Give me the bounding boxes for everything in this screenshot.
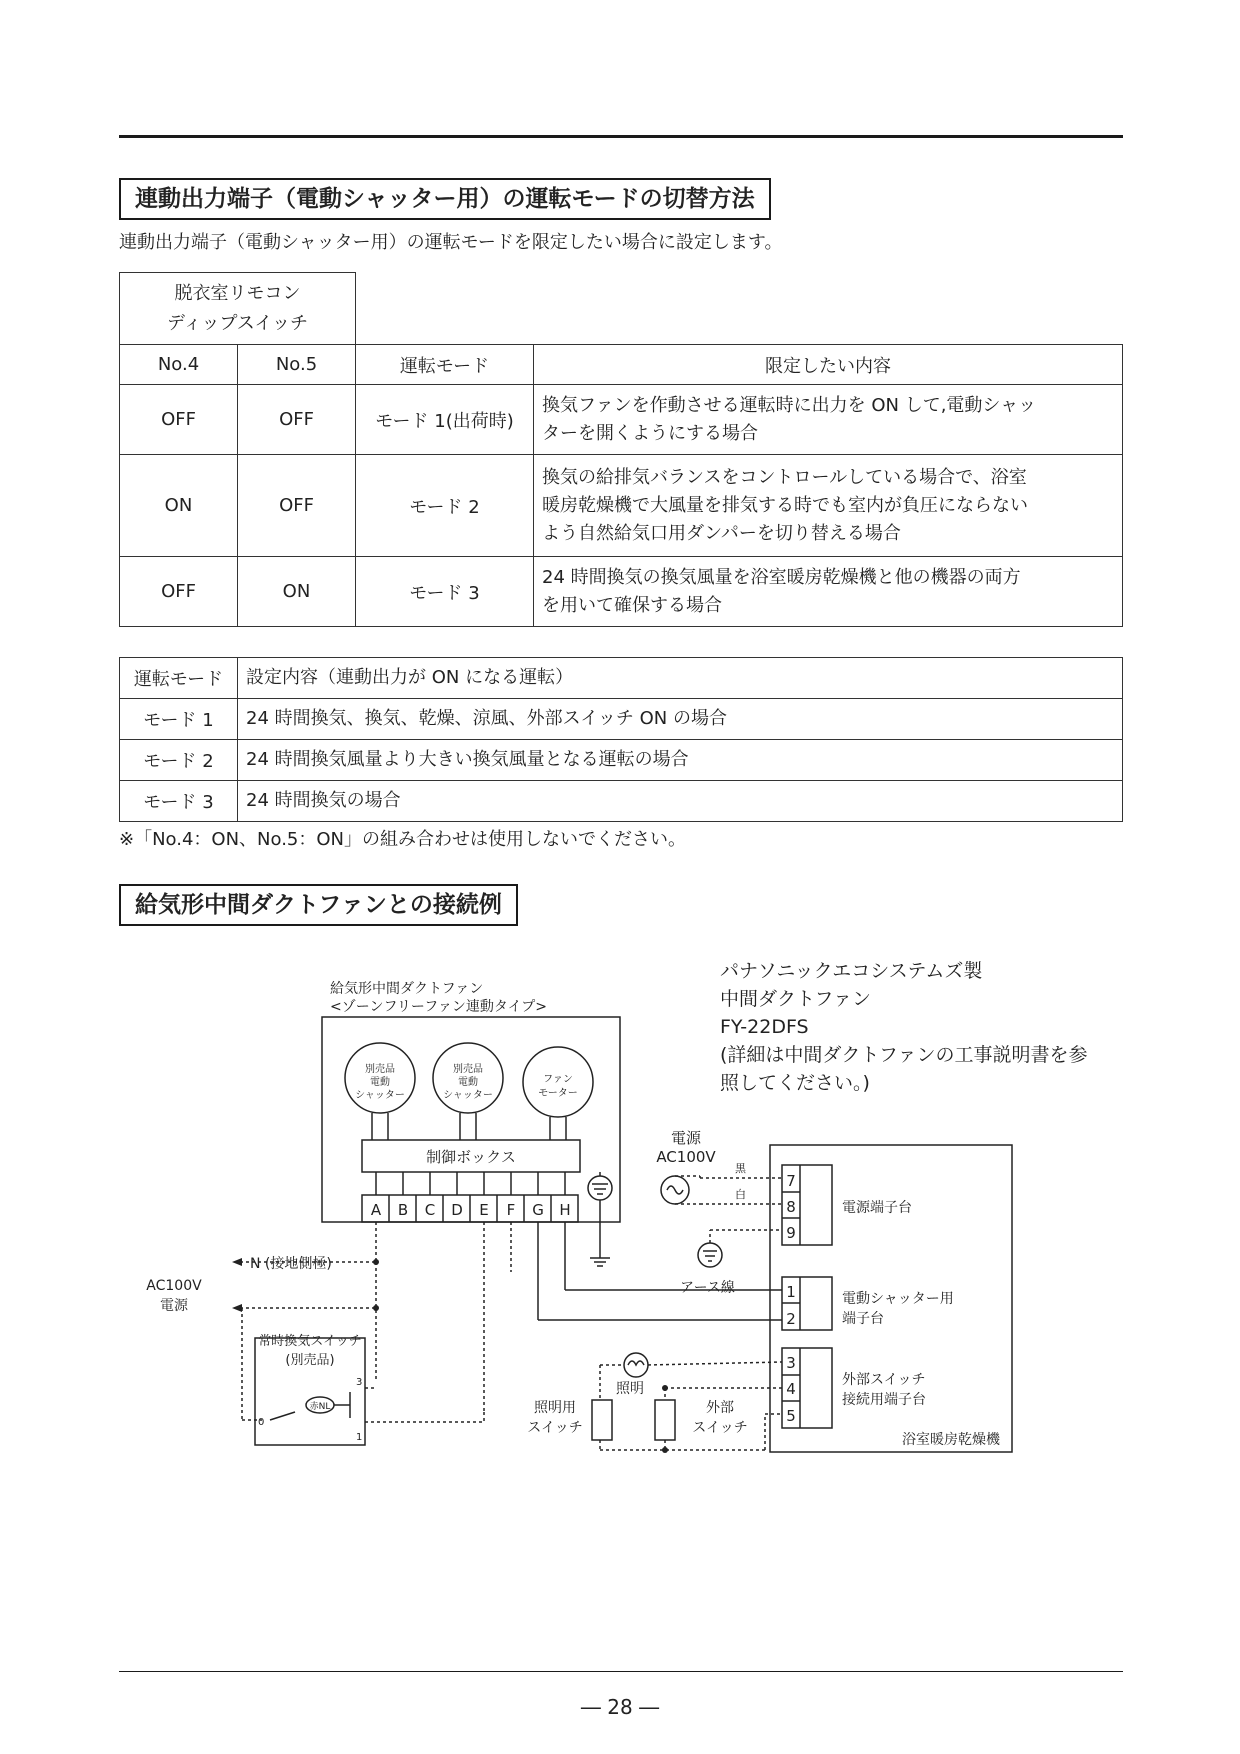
col-header-mode: 運転モード bbox=[356, 345, 534, 385]
ac-left-line2: 電源 bbox=[160, 1298, 188, 1314]
terminal-label: H bbox=[559, 1201, 571, 1219]
fan-unit-box bbox=[322, 1017, 620, 1222]
motor-line: モーター bbox=[538, 1088, 578, 1099]
group-header-line1: 脱衣室リモコン bbox=[174, 282, 301, 304]
wire-white-label: 白 bbox=[735, 1188, 746, 1201]
dryer-terminal-label: 8 bbox=[786, 1198, 796, 1216]
ext-switch-line2: スイッチ bbox=[692, 1420, 748, 1436]
cell-no4: OFF bbox=[120, 385, 238, 455]
col-header-mode: 運転モード bbox=[120, 658, 238, 699]
maker-line: (詳細は中間ダクトファンの工事説明書を参 bbox=[720, 1044, 1088, 1066]
shutter1-line: 別売品 bbox=[365, 1064, 395, 1075]
light-label: 照明 bbox=[616, 1381, 644, 1397]
shutter-terminal-line1: 電動シャッター用 bbox=[842, 1291, 954, 1307]
cell-setting: 24 時間換気の場合 bbox=[238, 781, 1123, 822]
terminal-label: G bbox=[532, 1201, 544, 1219]
cell-mode: モード 3 bbox=[356, 557, 534, 627]
terminal-label: F bbox=[506, 1201, 516, 1219]
external-switch-icon bbox=[655, 1400, 675, 1440]
light-switch-icon bbox=[592, 1400, 612, 1440]
shutter-terminal-line2: 端子台 bbox=[842, 1311, 884, 1327]
col-header-no4: No.4 bbox=[120, 345, 238, 385]
always-switch-line1: 常時換気スイッチ bbox=[258, 1334, 362, 1349]
shutter1-line: 電動 bbox=[370, 1077, 390, 1088]
switch-pin-label: 0 bbox=[258, 1417, 265, 1428]
content-line: 換気ファンを作動させる運転時に出力を ON して,電動シャッ bbox=[542, 394, 1037, 416]
cell-no4: OFF bbox=[120, 557, 238, 627]
switch-pin-label: 3 bbox=[356, 1377, 363, 1388]
content-line: 暖房乾燥機で大風量を排気する時でも室内が負圧にならない bbox=[542, 494, 1028, 516]
always-switch-lamp: 赤NL bbox=[309, 1402, 331, 1412]
cell-setting: 24 時間換気風量より大きい換気風量となる運転の場合 bbox=[238, 740, 1123, 781]
power-label-line1: 電源 bbox=[670, 1129, 702, 1147]
terminal-label: B bbox=[397, 1201, 409, 1219]
shutter1-line: シャッター bbox=[355, 1090, 405, 1101]
ac-left-line1: AC100V bbox=[146, 1278, 202, 1294]
content-line: よう自然給気口用ダンパーを切り替える場合 bbox=[542, 522, 901, 544]
col-header-no5: No.5 bbox=[238, 345, 356, 385]
intro-text: 連動出力端子（電動シャッター用）の運転モードを限定したい場合に設定します。 bbox=[119, 232, 783, 253]
page-number: ― 28 ― bbox=[580, 1695, 660, 1719]
dryer-terminal-label: 2 bbox=[786, 1310, 796, 1328]
col-header-content: 限定したい内容 bbox=[534, 345, 1123, 385]
terminal-label: A bbox=[370, 1201, 382, 1219]
bottom-rule bbox=[119, 1671, 1123, 1672]
switch-pin-label: 1 bbox=[356, 1432, 363, 1443]
light-switch-line1: 照明用 bbox=[534, 1400, 576, 1416]
power-label-line2: AC100V bbox=[656, 1148, 716, 1166]
cell-mode: モード 1(出荷時) bbox=[356, 385, 534, 455]
shutter2-line: シャッター bbox=[443, 1090, 493, 1101]
always-switch-line2: (別売品) bbox=[285, 1353, 335, 1368]
section-title-mode-switch: 連動出力端子（電動シャッター用）の運転モードの切替方法 bbox=[119, 178, 771, 220]
wire-black-label: 黒 bbox=[735, 1162, 746, 1175]
maker-line: 照してください。) bbox=[720, 1072, 870, 1094]
shutter2-line: 別売品 bbox=[453, 1064, 483, 1075]
maker-line: 中間ダクトファン bbox=[720, 988, 872, 1010]
cell-setting: 24 時間換気、換気、乾燥、涼風、外部スイッチ ON の場合 bbox=[238, 699, 1123, 740]
n-pole-label: N (接地側極) bbox=[250, 1256, 332, 1272]
maker-line: パナソニックエコシステムズ製 bbox=[720, 960, 983, 982]
cell-no5: ON bbox=[238, 557, 356, 627]
earth-icon bbox=[698, 1243, 722, 1267]
control-box-label: 制御ボックス bbox=[426, 1148, 516, 1166]
cell-no4: ON bbox=[120, 455, 238, 557]
ext-switch-line1: 外部 bbox=[706, 1400, 734, 1416]
usage-note: ※「No.4：ON、No.5：ON」の組み合わせは使用しないでください。 bbox=[119, 829, 687, 850]
col-header-setting: 設定内容（連動出力が ON になる運転） bbox=[238, 658, 1123, 699]
fan-label-line1: 給気形中間ダクトファン bbox=[330, 981, 484, 997]
terminal-label: C bbox=[424, 1201, 436, 1219]
power-terminal-label: 電源端子台 bbox=[842, 1200, 912, 1216]
cell-no5: OFF bbox=[238, 455, 356, 557]
group-header-line2: ディップスイッチ bbox=[166, 312, 309, 334]
content-line: を用いて確保する場合 bbox=[542, 594, 722, 616]
cell-mode: モード 3 bbox=[120, 781, 238, 822]
light-switch-line2: スイッチ bbox=[527, 1420, 583, 1436]
section-title-connection-example: 給気形中間ダクトファンとの接続例 bbox=[119, 884, 518, 926]
shutter2-line: 電動 bbox=[458, 1077, 478, 1088]
terminal-label: D bbox=[451, 1201, 463, 1219]
maker-line: FY-22DFS bbox=[720, 1016, 809, 1038]
content-line: ターを開くようにする場合 bbox=[542, 422, 758, 444]
cell-no5: OFF bbox=[238, 385, 356, 455]
fan-label-line2: <ゾーンフリーファン連動タイプ> bbox=[330, 999, 547, 1015]
dryer-terminal-label: 5 bbox=[786, 1407, 796, 1425]
content-line: 換気の給排気バランスをコントロールしている場合で、浴室 bbox=[542, 466, 1027, 488]
earth-wire-label: アース線 bbox=[680, 1280, 735, 1296]
terminal-label: E bbox=[479, 1201, 489, 1219]
cell-mode: モード 2 bbox=[120, 740, 238, 781]
dryer-terminal-label: 9 bbox=[786, 1224, 796, 1242]
dryer-terminal-label: 7 bbox=[786, 1172, 796, 1190]
cell-mode: モード 1 bbox=[120, 699, 238, 740]
cell-mode: モード 2 bbox=[356, 455, 534, 557]
content-line: 24 時間換気の換気風量を浴室暖房乾燥機と他の機器の両方 bbox=[542, 566, 1021, 588]
ext-terminal-line2: 接続用端子台 bbox=[842, 1392, 926, 1408]
ground-icon bbox=[588, 1176, 612, 1200]
dryer-terminal-label: 4 bbox=[786, 1380, 796, 1398]
dryer-terminal-label: 3 bbox=[786, 1354, 796, 1372]
ext-terminal-line1: 外部スイッチ bbox=[842, 1372, 926, 1388]
motor-line: ファン bbox=[543, 1074, 573, 1085]
dryer-terminal-label: 1 bbox=[786, 1283, 796, 1301]
dryer-label: 浴室暖房乾燥機 bbox=[902, 1432, 1000, 1448]
